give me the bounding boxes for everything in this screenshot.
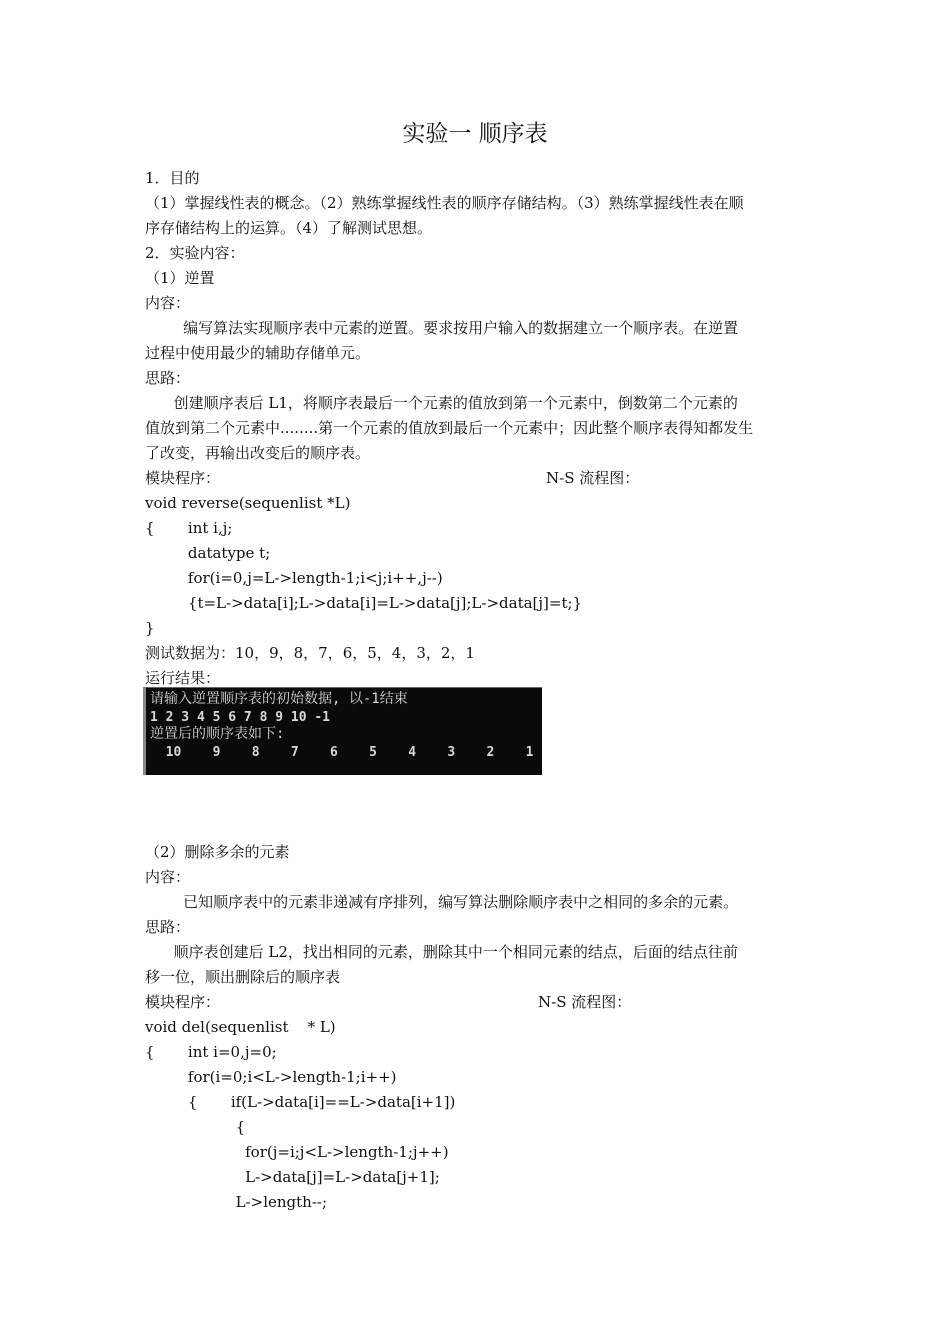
- module-label: 模块程序：: [145, 993, 221, 1011]
- content-text-line: 编写算法实现顺序表中元素的逆置。要求按用户输入的数据建立一个顺序表。在逆置: [145, 319, 739, 337]
- console-line: 1 2 3 4 5 6 7 8 9 10 -1: [150, 710, 331, 725]
- code-line: for(i=0,j=L->length-1;i<j;i++,j--): [145, 569, 443, 587]
- test-data: 测试数据为：10，9，8，7，6，5，4，3，2，1: [145, 644, 475, 662]
- page-title: 实验一 顺序表: [402, 121, 548, 147]
- idea-text-line: 创建顺序表后 L1，将顺序表最后一个元素的值放到第一个元素中，倒数第二个元素的: [145, 394, 738, 412]
- console-line: 请输入逆置顺序表的初始数据, 以-1结束: [150, 691, 408, 707]
- code-line: {t=L->data[i];L->data[i]=L->data[j];L->data[j]=t;}: [145, 594, 583, 612]
- content-label: 内容：: [145, 868, 191, 886]
- idea-label: 思路：: [145, 918, 191, 936]
- console-line: 10 9 8 7 6 5 4 3 2 1: [150, 745, 534, 760]
- subsection-title: （2）删除多余的元素: [145, 843, 290, 861]
- idea-text-line: 移一位，顺出删除后的顺序表: [145, 968, 341, 986]
- code-line: L->data[j]=L->data[j+1];: [145, 1168, 440, 1186]
- content-text-line: 过程中使用最少的辅助存储单元。: [145, 344, 371, 362]
- idea-text-line: 了改变，再输出改变后的顺序表。: [145, 444, 371, 462]
- idea-text-line: 顺序表创建后 L2，找出相同的元素，删除其中一个相同元素的结点，后面的结点往前: [145, 943, 738, 961]
- purpose-text-line: 序存储结构上的运算。（4）了解测试思想。: [145, 219, 433, 237]
- code-line: { int i,j;: [145, 519, 233, 537]
- code-line: L->length--;: [145, 1193, 328, 1211]
- ns-flowchart-label: N-S 流程图：: [538, 993, 632, 1011]
- code-line: { if(L->data[i]==L->data[i+1]): [145, 1093, 456, 1111]
- code-line: void reverse(sequenlist *L): [145, 494, 351, 512]
- console-screenshot: [143, 687, 542, 775]
- console-line: 逆置后的顺序表如下:: [150, 726, 285, 742]
- code-line: }: [145, 619, 155, 637]
- code-line: for(j=i;j<L->length-1;j++): [145, 1143, 449, 1161]
- code-line: datatype t;: [145, 544, 271, 562]
- subsection-title: （1）逆置: [145, 269, 215, 287]
- code-line: { int i=0,j=0;: [145, 1043, 277, 1061]
- content-label: 内容：: [145, 294, 191, 312]
- purpose-text-line: （1）掌握线性表的概念。（2）熟练掌握线性表的顺序存储结构。（3）熟练掌握线性表在顺: [145, 194, 744, 212]
- idea-text-line: 值放到第二个元素中........第一个元素的值放到最后一个元素中；因此整个顺序表得知都发生: [145, 419, 754, 437]
- content-heading: 2．实验内容：: [145, 244, 245, 262]
- result-label: 运行结果：: [145, 669, 221, 687]
- code-line: for(i=0;i<L->length-1;i++): [145, 1068, 397, 1086]
- code-line: {: [145, 1118, 246, 1136]
- module-label: 模块程序：: [145, 469, 221, 487]
- code-line: void del(sequenlist * L): [145, 1018, 336, 1036]
- purpose-heading: 1．目的: [145, 169, 200, 187]
- ns-flowchart-label: N-S 流程图：: [546, 469, 640, 487]
- idea-label: 思路：: [145, 369, 191, 387]
- content-text-line: 已知顺序表中的元素非递减有序排列，编写算法删除顺序表中之相同的多余的元素。: [145, 893, 739, 911]
